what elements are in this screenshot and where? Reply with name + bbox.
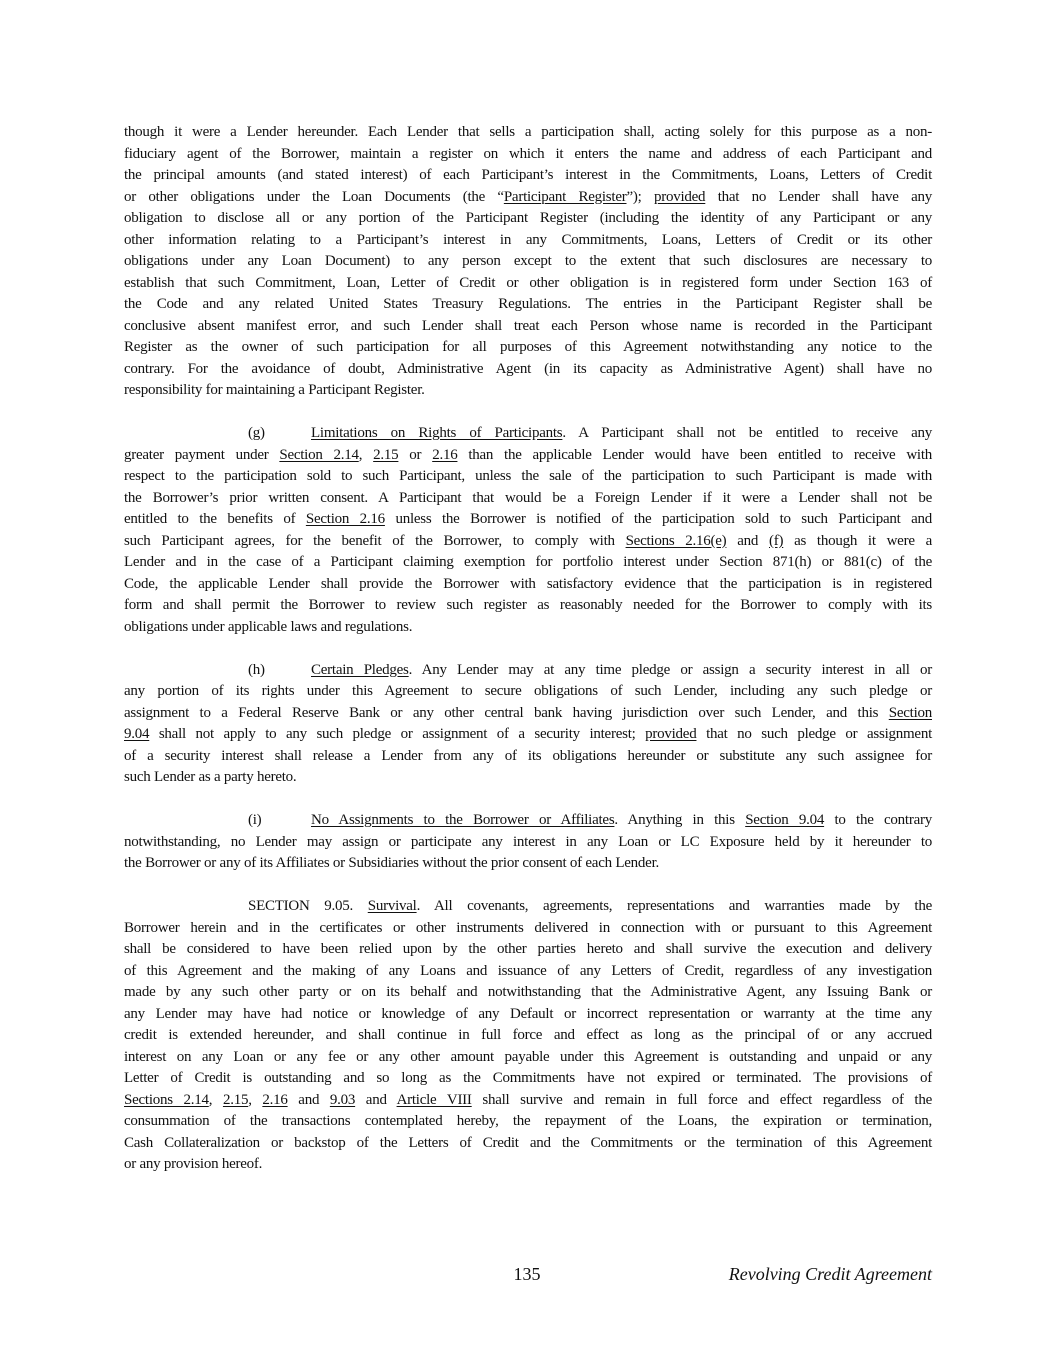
text-run: , (358, 446, 374, 463)
text-run: Letter of Credit is outstanding and so long as the Commitments have not expired or terminated. The provisions of (124, 1070, 932, 1086)
text-run: conclusive absent manifest error, and such Lender shall treat each Person whose name is recorded in the Participant (124, 317, 932, 334)
text-run: or other obligations under the Loan Documents (the “ (124, 188, 504, 205)
text-run: form and shall permit the Borrower to review such register as reasonably needed for the Borrower to comply with its (124, 597, 932, 613)
text-line (124, 1025, 932, 1047)
text-run: and (355, 1091, 397, 1108)
text-line (124, 595, 932, 617)
text-line (124, 724, 932, 746)
text-line (124, 230, 932, 252)
text-run: to the contrary (824, 812, 933, 828)
text-line (124, 294, 932, 316)
text-run: shall not apply to any such pledge or assignment of a security interest; (149, 726, 646, 742)
text-run: and (726, 532, 769, 549)
text-run: the Borrower or any of its Affiliates or Subsidiaries without the prior consent of each Lender. (124, 855, 659, 871)
underlined-reference: Section (888, 704, 932, 721)
text-run: , (208, 1091, 223, 1108)
text-line (124, 617, 932, 639)
document-title: Revolving Credit Agreement (728, 1264, 932, 1284)
text-line (124, 961, 932, 983)
underlined-reference: Section 2.16 (305, 511, 385, 527)
text-run: that no Lender shall have any (705, 188, 933, 205)
text-run: Borrower herein and in the certificates or other instruments delivered in connection with or pursuant to this Agreement (124, 919, 932, 936)
text-run: other information relating to a Participant’s interest in any Commitments, Loans, Letters of Credit or its other (124, 231, 932, 248)
text-line (124, 681, 932, 703)
text-line (124, 445, 932, 467)
text-line (124, 1154, 932, 1176)
text-run: responsibility for maintaining a Participant Register. (124, 382, 425, 398)
text-line (124, 1004, 932, 1026)
text-run: such Lender as a party hereto. (124, 769, 297, 785)
text-line (124, 853, 932, 875)
text-run: or any provision hereof. (124, 1156, 263, 1172)
underlined-reference: 9.04 (124, 726, 150, 742)
text-run: any portion of its rights under this Agreement to secure obligations of such Lender, including any such pledge or (124, 683, 932, 699)
text-run: Cash Collateralization or backstop of the Letters of Credit and the Commitments or the termination of this Agreement (124, 1134, 932, 1151)
text-line (124, 767, 932, 789)
text-run: interest on any Loan or any fee or any other amount payable under this Agreement is outstanding and unpaid or any (124, 1048, 932, 1065)
underlined-reference: 2.15 (373, 446, 399, 463)
text-line (124, 918, 932, 940)
underlined-reference: Article VIII (396, 1091, 472, 1108)
text-run: ”); (626, 188, 654, 205)
text-run: and (287, 1091, 330, 1108)
underlined-reference: Section 2.14 (279, 446, 359, 463)
text-run: SECTION 9.05. (248, 898, 368, 914)
text-run: . A Participant shall not be entitled to receive any (562, 425, 933, 441)
underlined-reference: 2.15 (222, 1091, 249, 1108)
underlined-reference: 2.16 (432, 446, 458, 463)
text-run: Lender and in the case of a Participant claiming exemption for portfolio interest under Section 871(h) or 881(c) of the (124, 554, 932, 570)
text-run: of a security interest shall release a Lender from any of its obligations hereunder or substitute any such assignee for (124, 747, 932, 764)
text-run: establish that such Commitment, Loan, Letter of Credit or other obligation is in registered form under Section 163 of (124, 274, 932, 291)
text-run: the Code and any related United States Treasury Regulations. The entries in the Participant Register shall be (124, 296, 932, 312)
text-run: entitled to the benefits of (124, 511, 306, 527)
text-run: than the applicable Lender would have been entitled to receive with (457, 446, 932, 463)
text-line (124, 746, 932, 768)
underlined-reference: Limitations on Rights of Participants (311, 425, 563, 441)
text-line (124, 832, 932, 854)
text-line (124, 359, 932, 381)
text-line (124, 144, 932, 166)
underlined-reference: Sections 2.14 (124, 1091, 209, 1108)
text-run: obligations under any Loan Document) to any person except to the extent that such disclosures are necessary to (124, 253, 932, 269)
text-run: or (398, 446, 433, 463)
clause-label: (h) (248, 661, 265, 678)
underlined-reference: Sections 2.16(e) (625, 532, 727, 549)
text-run: such Participant agrees, for the benefit of the Borrower, to comply with (124, 532, 626, 549)
text-run: made by any such other party or on its behalf and notwithstanding that the Administrative Agent, any Issuing Bank or (124, 984, 932, 1000)
text-line (124, 122, 932, 144)
text-line (124, 208, 932, 230)
underlined-reference: Participant Register (503, 188, 627, 205)
paragraph (124, 896, 932, 1176)
text-run: Register as the owner of such participation for all purposes of this Agreement notwithstanding any notice to the (124, 339, 932, 355)
text-run: that no such pledge or assignment (696, 726, 932, 742)
text-line (124, 509, 932, 531)
text-line (124, 703, 932, 725)
clause-label: (i) (248, 812, 262, 828)
text-run: credit is extended hereunder, and shall continue in full force and effect as long as the principal of or any accrued (124, 1027, 932, 1043)
text-line (124, 939, 932, 961)
text-run: consummation of the transactions contemplated hereby, the repayment of the Loans, the expiration or termination, (124, 1113, 932, 1129)
text-run: of this Agreement and the making of any Loans and issuance of any Letters of Credit, regardless of any investigation (124, 962, 932, 979)
page-number: 135 (513, 1264, 541, 1284)
underlined-reference: provided (653, 188, 706, 205)
text-line (124, 896, 932, 918)
paragraph (124, 423, 932, 638)
text-run: the Borrower’s prior written consent. A Participant that would be a Foreign Lender if it were a Lender shall not be (124, 489, 932, 506)
text-run: any Lender may have had notice or knowledge of any Default or incorrect representation or warranty at the time any (124, 1005, 932, 1022)
text-run: as though it were a (783, 532, 932, 549)
text-line (124, 660, 932, 682)
underlined-reference: Certain Pledges (311, 661, 409, 678)
underlined-reference: Survival (367, 898, 417, 914)
text-line (124, 337, 932, 359)
text-line (124, 552, 932, 574)
text-run: . Any Lender may at any time pledge or assign a security interest in all or (408, 661, 932, 678)
clause-label: (g) (248, 425, 265, 441)
text-line (124, 1111, 932, 1133)
text-run: fiduciary agent of the Borrower, maintain a register on which it enters the name and address of each Participant and (124, 145, 932, 162)
text-run: greater payment under (124, 446, 280, 463)
underlined-reference: No Assignments to the Borrower or Affiliates (311, 812, 615, 828)
underlined-reference: Section 9.04 (745, 812, 825, 828)
text-run: obligations under applicable laws and regulations. (124, 618, 413, 635)
text-line (124, 1068, 932, 1090)
text-line (124, 1133, 932, 1155)
text-run: shall be considered to have been relied upon by the other parties hereto and shall survive the execution and delivery (124, 941, 932, 957)
text-run: respect to the participation sold to such Participant, unless the sale of the participation to such Participant is made with (124, 468, 932, 484)
text-line (124, 423, 932, 445)
text-line (124, 165, 932, 187)
text-run: , (248, 1091, 263, 1108)
text-line (124, 1090, 932, 1112)
underlined-reference: provided (645, 726, 697, 742)
text-run: Code, the applicable Lender shall provide the Borrower with satisfactory evidence that the participation is in registered (124, 575, 932, 592)
text-line (124, 273, 932, 295)
paragraph (124, 810, 932, 875)
paragraph (124, 660, 932, 789)
text-line (124, 574, 932, 596)
text-run: . All covenants, agreements, representations and warranties made by the (416, 898, 932, 914)
text-line (124, 1047, 932, 1069)
text-run: the principal amounts (and stated interest) of each Participant’s interest in the Commitments, Loans, Letters of Credit (124, 167, 932, 183)
text-line (124, 380, 932, 402)
text-run: contrary. For the avoidance of doubt, Administrative Agent (in its capacity as Administrative Agent) shall have no (124, 360, 932, 377)
text-run: . Anything in this (614, 812, 746, 828)
text-line (124, 251, 932, 273)
text-line (124, 187, 932, 209)
text-run: though it were a Lender hereunder. Each Lender that sells a participation shall, acting solely for this purpose as a non- (124, 124, 932, 140)
text-run: shall survive and remain in full force and effect regardless of the (471, 1091, 932, 1108)
text-line (124, 488, 932, 510)
underlined-reference: 9.03 (329, 1091, 356, 1108)
text-run: assignment to a Federal Reserve Bank or any other central bank having jurisdiction over such Lender, and this (124, 704, 889, 721)
text-run: obligation to disclose all or any portion of the Participant Register (including the identity of any Participant or any (124, 210, 932, 226)
text-line (124, 982, 932, 1004)
underlined-reference: (f) (769, 532, 784, 549)
paragraph (124, 122, 932, 402)
text-line (124, 531, 932, 553)
underlined-reference: 2.16 (262, 1091, 288, 1108)
text-run: unless the Borrower is notified of the participation sold to such Participant and (384, 511, 932, 527)
text-line (124, 466, 932, 488)
text-line (124, 810, 932, 832)
text-run: notwithstanding, no Lender may assign or participate any interest in any Loan or LC Exposure held by it hereunder to (124, 833, 932, 850)
document-page (124, 122, 932, 1197)
text-line (124, 316, 932, 338)
